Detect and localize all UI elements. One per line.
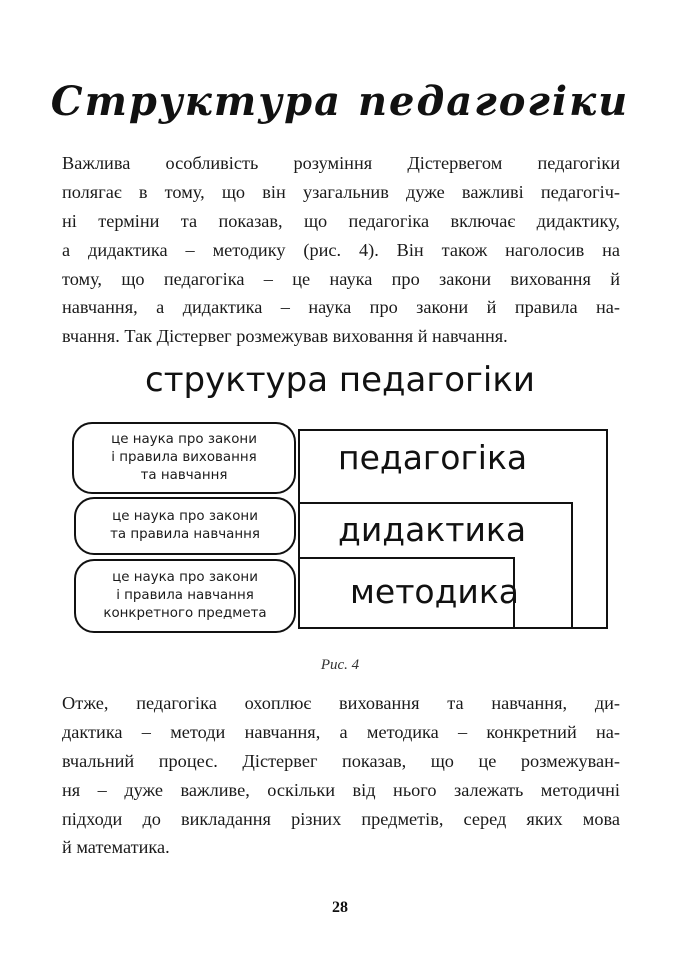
definition-line: та навчання — [140, 468, 228, 483]
text-line: Важлива особливість розуміння Дістервегом педагогіки — [62, 153, 620, 173]
text-line: Отже, педагогіка охоплює виховання та навчання, ди- — [62, 693, 620, 713]
text-line: й математика. — [62, 837, 170, 858]
box-label-didactics: дидактика — [338, 510, 527, 549]
definition-methodology — [74, 559, 296, 633]
text-line: вчання. Так Дістервег розмежував виховання й навчання. — [62, 326, 508, 347]
box-label-methodology: методика — [350, 572, 520, 611]
definition-line: і правила виховання — [111, 450, 257, 465]
text-line: ня – дуже важливе, оскільки від нього залежать методичні — [62, 779, 620, 800]
definition-line: та правила навчання — [110, 527, 260, 542]
box-label-pedagogy: педагогіка — [338, 438, 528, 477]
text-line: полягає в тому, що він узагальнив дуже важливі педагогіч- — [62, 181, 620, 202]
definition-line: це наука про закони — [111, 432, 257, 447]
page-title: Структура педагогіки — [50, 78, 630, 125]
text-line: навчання, а дидактика – наука про закони й правила на- — [62, 297, 620, 318]
definition-didactics — [74, 497, 296, 555]
definition-line: конкретного предмета — [103, 606, 267, 621]
definition-line: це наука про закони — [112, 570, 258, 585]
text-line: тому, що педагогіка – це наука про закони виховання й — [62, 268, 620, 289]
definition-line: це наука про закони — [112, 509, 258, 524]
figure-caption: Рис. 4 — [320, 657, 360, 673]
text-line: ні терміни та показав, що педагогіка включає дидактику, — [62, 210, 620, 231]
page-number: 28 — [332, 899, 348, 916]
text-line: а дидактика – методику (рис. 4). Він також наголосив на — [62, 239, 620, 260]
text-line: підходи до викладання різних предметів, серед яких мова — [62, 808, 620, 829]
conclusion-paragraph — [62, 689, 620, 862]
text-line: вчальний процес. Дістервег показав, що це розмежуван- — [62, 750, 620, 771]
text-line: дактика – методи навчання, а методика – конкретний на- — [62, 721, 620, 742]
intro-paragraph — [62, 149, 620, 351]
definition-line: і правила навчання — [116, 588, 254, 603]
definition-pedagogy — [72, 422, 296, 494]
diagram-title: структура педагогіки — [145, 360, 535, 400]
